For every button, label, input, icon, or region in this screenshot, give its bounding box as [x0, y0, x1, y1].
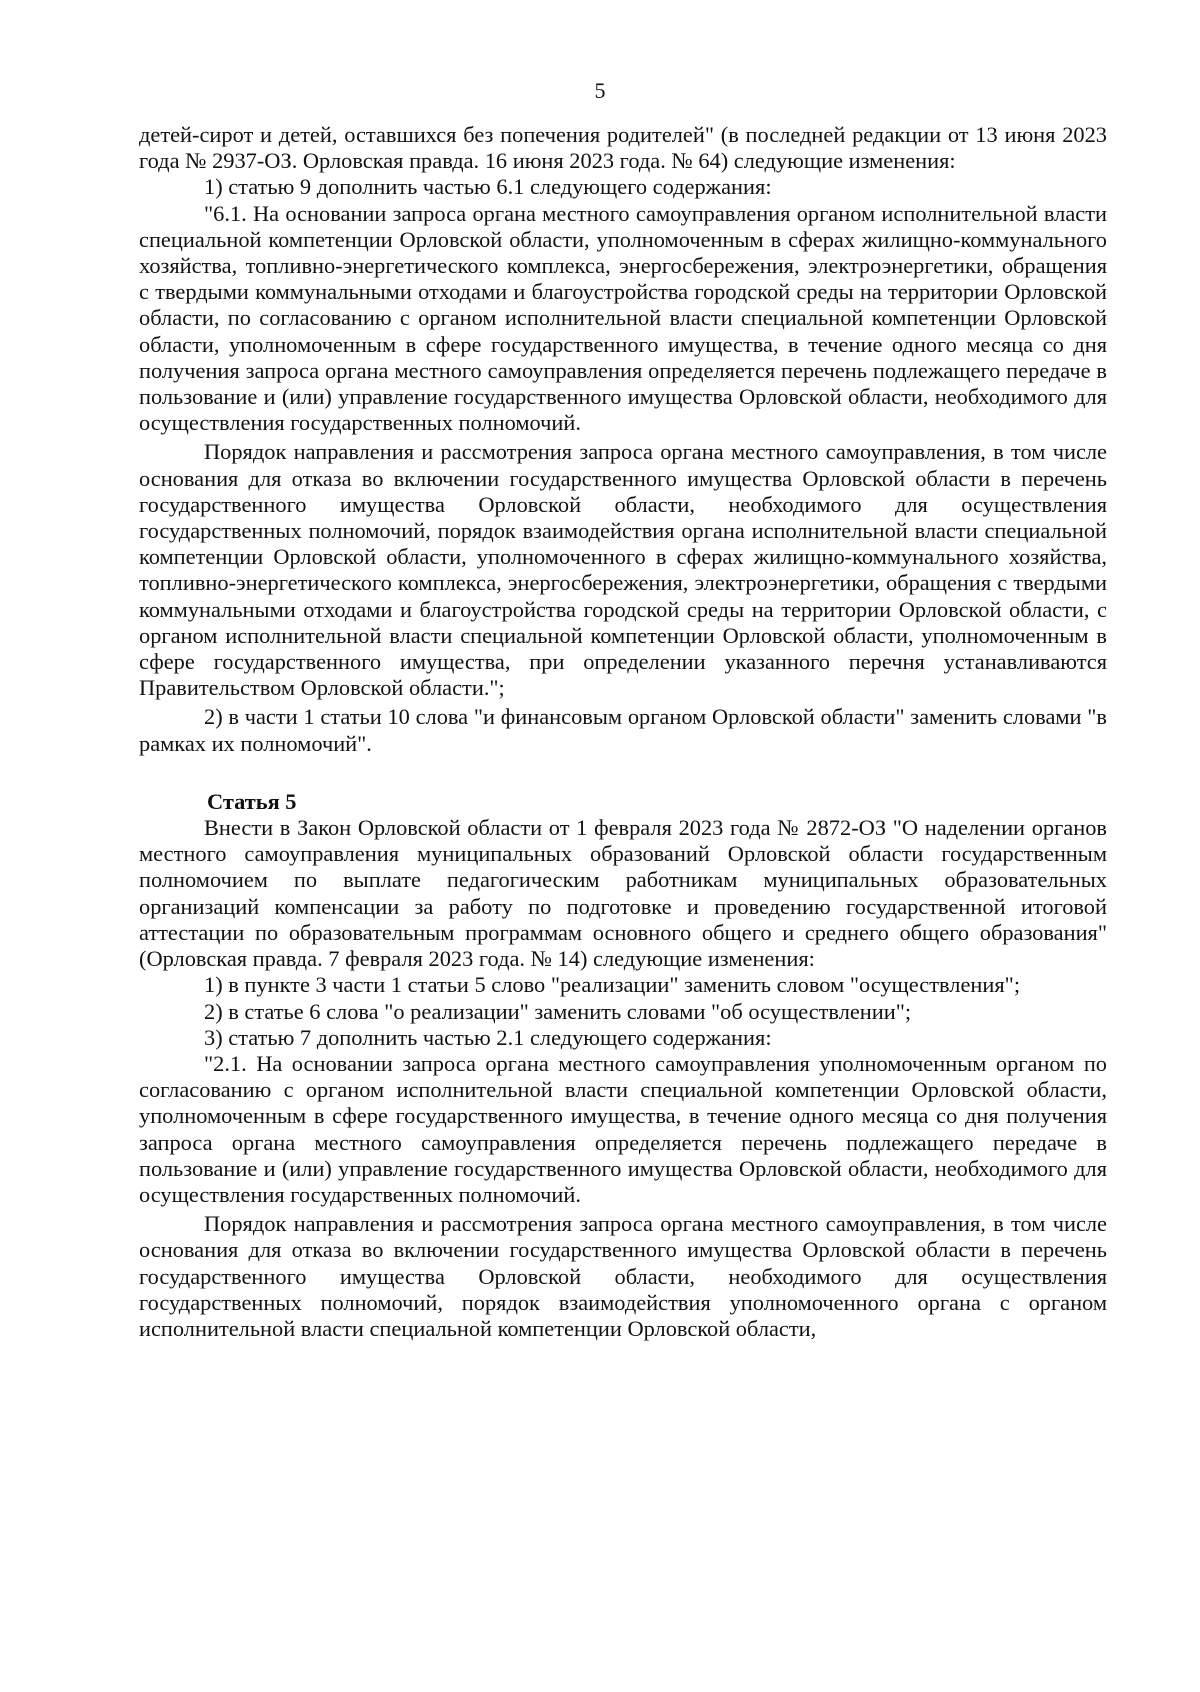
document-body — [139, 122, 1107, 1342]
page-number: 5 — [594, 78, 606, 103]
article-item-1: 1) в пункте 3 части 1 статьи 5 слово "реализации" заменить словом "осуществления"; — [204, 972, 1021, 998]
article-heading: Статья 5 — [207, 788, 297, 814]
paragraph-procedure: Порядок направления и рассмотрения запроса органа местного самоуправления, в том числе основания для отказа во включении государственного имущества Орловской области в перечень государственного имущества Орловской области, необходимого для осуществления государственных полномочий, порядок взаимодействия органа исполнительной власти специальной компетенции Орловской области, уполномоченного в сферах жилищно-коммунального хозяйства, топливно-энергетического комплекса, энергосбережения, электроэнергетики, обращения с твердыми коммунальными отходами и благоустройства городской среды на территории Орловской области, с органом исполнительной власти специальной компетенции Орловской области, уполномоченным в сфере государственного имущества, при определении указанного перечня устанавливаются Правительством Орловской области."; — [139, 439, 1107, 701]
paragraph-continuation: детей-сирот и детей, оставшихся без попечения родителей" (в последней редакции от 13 июня 2023 года № 2937-ОЗ. Орловская правда. 16 июня 2023 года. № 64) следующие изменения: — [139, 122, 1107, 174]
article-part-2-1: "2.1. На основании запроса органа местного самоуправления уполномоченным органом по согласованию с органом исполнительной власти специальной компетенции Орловской области, уполномоченным в сфере государственного имущества, в течение одного месяца со дня получения запроса органа местного самоуправления определяется перечень подлежащего передаче в пользование и (или) управление государственного имущества Орловской области, необходимого для осуществления государственных полномочий. — [139, 1050, 1107, 1207]
paragraph-amendment-2: 2) в части 1 статьи 10 слова "и финансовым органом Орловской области" заменить словами "в рамках их полномочий". — [139, 704, 1107, 756]
article-procedure-paragraph: Порядок направления и рассмотрения запроса органа местного самоуправления, в том числе основания для отказа во включении государственного имущества Орловской области в перечень государственного имущества Орловской области, необходимого для осуществления государственных полномочий, порядок взаимодействия уполномоченного органа с органом исполнительной власти специальной компетенции Орловской области, — [139, 1211, 1107, 1341]
paragraph-amendment-1: 1) статью 9 дополнить частью 6.1 следующего содержания: — [204, 174, 772, 200]
article-intro-paragraph: Внести в Закон Орловской области от 1 февраля 2023 года № 2872-ОЗ "О наделении органов местного самоуправления муниципальных образований Орловской области государственным полномочием по выплате педагогическим работникам муниципальных образовательных организаций компенсации за работу по подготовке и проведению государственной итоговой аттестации по образовательным программам основного общего и среднего общего образования" (Орловская правда. 7 февраля 2023 года. № 14) следующие изменения: — [139, 815, 1107, 972]
paragraph-part-6-1: "6.1. На основании запроса органа местного самоуправления органом исполнительной власти специальной компетенции Орловской области, уполномоченным в сферах жилищно-коммунального хозяйства, топливно-энергетического комплекса, энергосбережения, электроэнергетики, обращения с твердыми коммунальными отходами и благоустройства городской среды на территории Орловской области, по согласованию с органом исполнительной власти специальной компетенции Орловской области, уполномоченным в сфере государственного имущества, в течение одного месяца со дня получения запроса органа местного самоуправления определяется перечень подлежащего передаче в пользование и (или) управление государственного имущества Орловской области, необходимого для осуществления государственных полномочий. — [139, 200, 1107, 436]
article-item-3: 3) статью 7 дополнить частью 2.1 следующего содержания: — [204, 1024, 772, 1050]
article-item-2: 2) в статье 6 слова "о реализации" заменить словами "об осуществлении"; — [204, 998, 912, 1024]
